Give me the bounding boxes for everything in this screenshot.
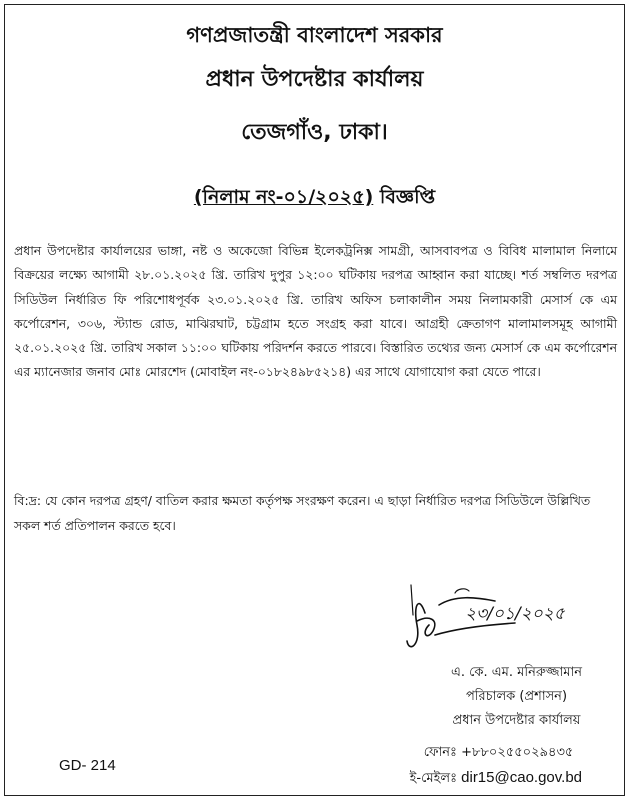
handwritten-signature [395,575,595,655]
signatory-name: এ. কে. এম. মনিরুজ্জামান [451,665,582,680]
notice-heading [5,183,624,215]
phone-label: ফোনঃ [423,745,457,760]
email-line [375,765,582,791]
office-title: প্রধান উপদেষ্টার কার্যালয় [205,67,424,92]
signature-date: ২৩/০১/২০২৫ [465,604,565,624]
signatory-designation: পরিচালক (প্রশাসন) [465,689,568,704]
gd-reference: GD- 214 [59,757,116,774]
phone-line [375,740,582,765]
email-label: ই-মেইলঃ [409,771,457,786]
notice-body: প্রধান উপদেষ্টার কার্যালয়ের ভাঙ্গা, নষ্ট ও অকেজো বিভিন্ন ইলেকট্রনিক্স সামগ্রী, আসবাবপত্র ও বিবিধ মালামাল নিলামে বিক্রয়ের লক্ষ্যে আগামী ২৮.০১.২০২৫ খ্রি. তারিখ দুপুর ১২:০০ ঘটিকায় দরপত্র আহ্বান করা যাচ্ছে। শর্ত সম্বলিত দরপত্র সিডিউল নির্ধারিত ফি পরিশোধপূর্বক ২৩.০১.২০২৫ খ্রি. তারিখ অফিস চলাকালীন সময় নিলামকারী মেসার্স কে এম কর্পোরেশন, ৩০৬, স্ট্যান্ড রোড, মাঝিরঘাট, চট্টগ্রাম হতে সংগ্রহ করা যাবে। আগ্রহী ক্রেতাগণ মালামালসমূহ আগামী ২৫.০১.২০২৫ খ্রি. তারিখ সকাল ১১:০০ ঘটিকায় পরিদর্শন করতে পারবে। বিস্তারিত তথ্যের জন্য মেসার্স কে এম কর্পোরেশন এর ম্যানেজার জনাব মোঃ মোরশেদ (মোবাইল নং-০১৮২৪৯৮৫২১৪) এর সাথে যোগাযোগ করা যেতে পারে। [14,243,617,380]
office-location: তেজগাঁও, ঢাকা। [241,120,388,145]
phone-number: +৮৮০২৫৫০২৯৪৩৫ [461,745,574,760]
email-address[interactable]: dir15@cao.gov.bd [461,769,582,786]
signatory-block [451,661,582,733]
contact-block [375,740,582,791]
notice-label: বিজ্ঞপ্তি [379,186,436,208]
signatory-office: প্রধান উপদেষ্টার কার্যালয় [452,713,581,728]
notice-note: বি:দ্র: যে কোন দরপত্র গ্রহণ/ বাতিল করার ক্ষমতা কর্তৃপক্ষ সংরক্ষণ করেন। এ ছাড়া নির্ধারিত দরপত্র সিডিউলে উল্লিখিত সকল শর্ত প্রতিপালন করতে হবে। [14,493,591,533]
notice-page [4,4,625,796]
government-title: গণপ্রজাতন্ত্রী বাংলাদেশ সরকার [186,23,443,47]
auction-number: (নিলাম নং-০১/২০২৫) [193,186,374,208]
